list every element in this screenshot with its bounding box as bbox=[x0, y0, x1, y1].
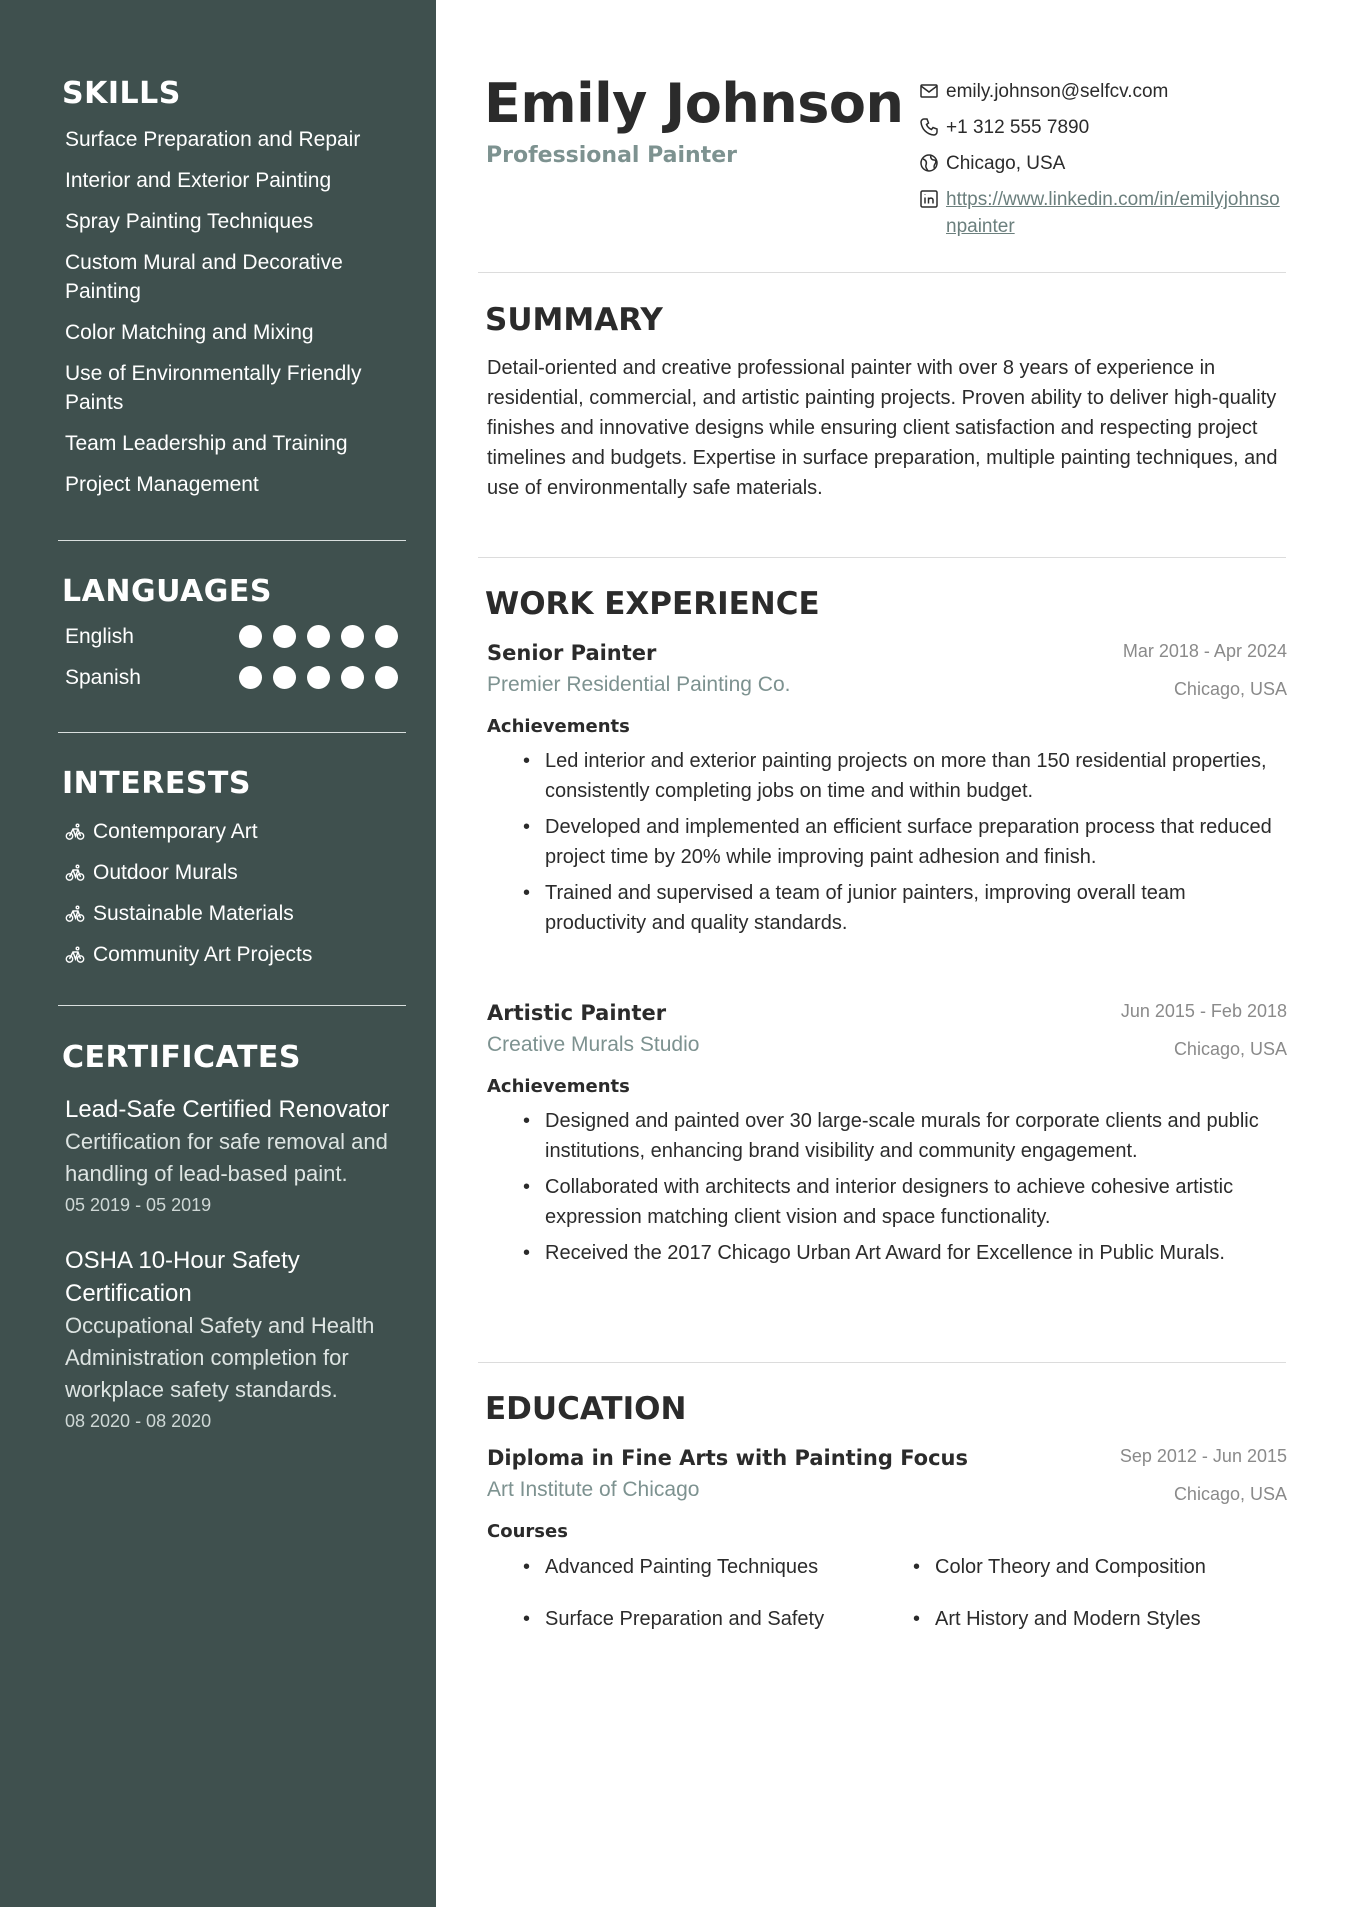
job-entry bbox=[487, 641, 1287, 944]
level-dot bbox=[239, 625, 262, 648]
language-row bbox=[65, 623, 406, 650]
job-date: Mar 2018 - Apr 2024 bbox=[1122, 641, 1287, 661]
level-dot bbox=[375, 666, 398, 689]
certificates-section bbox=[58, 1040, 406, 1434]
education-heading: EDUCATION bbox=[485, 1391, 687, 1427]
interest-label: Community Art Projects bbox=[93, 942, 313, 966]
main-content bbox=[484, 0, 1287, 1907]
linkedin-link[interactable]: https://www.linkedin.com/in/emilyjohnsonpainter bbox=[946, 189, 1280, 237]
interest-label: Outdoor Murals bbox=[93, 860, 238, 884]
job-location: Chicago, USA bbox=[1173, 679, 1287, 699]
achievements-heading: Achievements bbox=[487, 716, 630, 737]
achievement-item: • Received the 2017 Chicago Urban Art Award for Excellence in Public Murals. bbox=[523, 1238, 1287, 1268]
language-name: English bbox=[65, 624, 134, 648]
achievement-item: • Developed and implemented an efficient surface preparation process that reduced project time by 20% while improving paint adhesion and finish. bbox=[523, 812, 1287, 872]
linkedin-icon bbox=[919, 189, 939, 209]
candidate-name: Emily Johnson bbox=[484, 72, 904, 135]
email-text: emily.johnson@selfcv.com bbox=[946, 81, 1169, 102]
level-dot bbox=[307, 625, 330, 648]
course-item: • Art History and Modern Styles bbox=[913, 1604, 1293, 1634]
phone-text: +1 312 555 7890 bbox=[946, 117, 1090, 138]
course-item: • Color Theory and Composition bbox=[913, 1552, 1293, 1582]
sidebar-divider bbox=[58, 732, 406, 733]
skill-item: Use of Environmentally Friendly Paints bbox=[65, 362, 362, 414]
sidebar bbox=[0, 0, 436, 1907]
interest-label: Contemporary Art bbox=[93, 819, 258, 843]
achievements-list bbox=[487, 746, 1287, 938]
sidebar-divider bbox=[58, 540, 406, 541]
level-dot bbox=[239, 666, 262, 689]
interests-list bbox=[58, 817, 406, 969]
level-dot bbox=[307, 666, 330, 689]
certificate-item bbox=[65, 1244, 395, 1434]
certificate-date: 05 2019 - 05 2019 bbox=[65, 1195, 212, 1215]
achievement-item: • Trained and supervised a team of junior painters, improving overall team productivity and quality standards. bbox=[523, 878, 1287, 938]
school-name: Art Institute of Chicago bbox=[487, 1478, 700, 1501]
school-location: Chicago, USA bbox=[1173, 1484, 1287, 1504]
certificate-description: Certification for safe removal and handling of lead-based paint. bbox=[65, 1129, 388, 1186]
skills-heading: SKILLS bbox=[62, 76, 181, 111]
skill-item: Project Management bbox=[65, 473, 259, 496]
job-company: Premier Residential Painting Co. bbox=[487, 673, 791, 696]
job-company: Creative Murals Studio bbox=[487, 1033, 700, 1056]
courses-heading: Courses bbox=[487, 1521, 568, 1542]
interest-item bbox=[65, 899, 406, 928]
skill-item: Color Matching and Mixing bbox=[65, 321, 314, 344]
bicycle-icon bbox=[65, 822, 85, 842]
achievement-item: • Collaborated with architects and interior designers to achieve cohesive artistic expression matching client vision and space functionality. bbox=[523, 1172, 1287, 1232]
courses-list bbox=[487, 1552, 1287, 1634]
phone-icon bbox=[919, 117, 939, 137]
globe-icon bbox=[919, 153, 939, 173]
achievement-item: • Led interior and exterior painting projects on more than 150 residential properties, consistently completing jobs on time and within budget. bbox=[523, 746, 1287, 806]
skill-item: Interior and Exterior Painting bbox=[65, 169, 332, 192]
job-location: Chicago, USA bbox=[1173, 1039, 1287, 1059]
location-text: Chicago, USA bbox=[946, 153, 1066, 174]
language-level-dots bbox=[239, 625, 398, 648]
achievement-item: • Designed and painted over 30 large-scale murals for corporate clients and public institutions, enhancing brand visibility and community engagement. bbox=[523, 1106, 1287, 1166]
skill-item: Spray Painting Techniques bbox=[65, 210, 314, 233]
language-level-dots bbox=[239, 666, 398, 689]
achievements-heading: Achievements bbox=[487, 1076, 630, 1097]
sidebar-divider bbox=[58, 1005, 406, 1006]
interest-item bbox=[65, 817, 406, 846]
interest-label: Sustainable Materials bbox=[93, 901, 294, 925]
certificate-description: Occupational Safety and Health Administration completion for workplace safety standards. bbox=[65, 1313, 375, 1402]
level-dot bbox=[273, 666, 296, 689]
certificate-name: Lead-Safe Certified Renovator bbox=[65, 1096, 390, 1123]
section-divider bbox=[478, 272, 1286, 273]
contact-block bbox=[919, 78, 1289, 249]
certificates-heading: CERTIFICATES bbox=[62, 1040, 302, 1075]
languages-section bbox=[58, 574, 406, 691]
skill-item: Team Leadership and Training bbox=[65, 432, 348, 455]
education-date: Sep 2012 - Jun 2015 bbox=[1119, 1446, 1287, 1466]
level-dot bbox=[341, 666, 364, 689]
bicycle-icon bbox=[65, 863, 85, 883]
bicycle-icon bbox=[65, 945, 85, 965]
languages-heading: LANGUAGES bbox=[62, 574, 272, 609]
level-dot bbox=[375, 625, 398, 648]
summary-text: Detail-oriented and creative professional painter with over 8 years of experience in residential, commercial, and artistic painting projects. Proven ability to deliver high-quality finishes and innovative designs while ensuring client satisfaction and respecting project timelines and budgets. Expertise in surface preparation, multiple painting techniques, and use of environmentally safe materials. bbox=[487, 357, 1278, 499]
interests-heading: INTERESTS bbox=[62, 766, 251, 801]
contact-phone bbox=[919, 114, 1289, 141]
achievements-list bbox=[487, 1106, 1287, 1268]
interest-item bbox=[65, 858, 406, 887]
interest-item bbox=[65, 940, 406, 969]
skills-section bbox=[58, 76, 406, 511]
language-row bbox=[65, 664, 406, 691]
skills-list bbox=[58, 125, 406, 499]
skill-item: Surface Preparation and Repair bbox=[65, 128, 361, 151]
contact-linkedin bbox=[919, 186, 1289, 240]
experience-heading: WORK EXPERIENCE bbox=[485, 586, 820, 622]
mail-icon bbox=[919, 81, 939, 101]
section-divider bbox=[478, 557, 1286, 558]
certificate-item bbox=[65, 1093, 395, 1218]
summary-heading: SUMMARY bbox=[485, 302, 663, 338]
skill-item: Custom Mural and Decorative Painting bbox=[65, 251, 343, 303]
bicycle-icon bbox=[65, 904, 85, 924]
course-item: • Surface Preparation and Safety bbox=[523, 1604, 913, 1634]
language-name: Spanish bbox=[65, 665, 141, 689]
section-divider bbox=[478, 1362, 1286, 1363]
interests-section bbox=[58, 766, 406, 981]
degree-title: Diploma in Fine Arts with Painting Focus bbox=[487, 1446, 969, 1470]
job-date: Jun 2015 - Feb 2018 bbox=[1120, 1001, 1287, 1021]
job-title: Senior Painter bbox=[487, 641, 657, 665]
level-dot bbox=[341, 625, 364, 648]
job-entry bbox=[487, 1001, 1287, 1274]
course-item: • Advanced Painting Techniques bbox=[523, 1552, 913, 1582]
contact-email bbox=[919, 78, 1289, 105]
certificate-date: 08 2020 - 08 2020 bbox=[65, 1411, 212, 1431]
job-title: Artistic Painter bbox=[487, 1001, 667, 1025]
education-entry bbox=[487, 1446, 1287, 1634]
contact-location bbox=[919, 150, 1289, 177]
candidate-role: Professional Painter bbox=[486, 143, 738, 168]
level-dot bbox=[273, 625, 296, 648]
certificate-name: OSHA 10-Hour Safety Certification bbox=[65, 1247, 300, 1307]
